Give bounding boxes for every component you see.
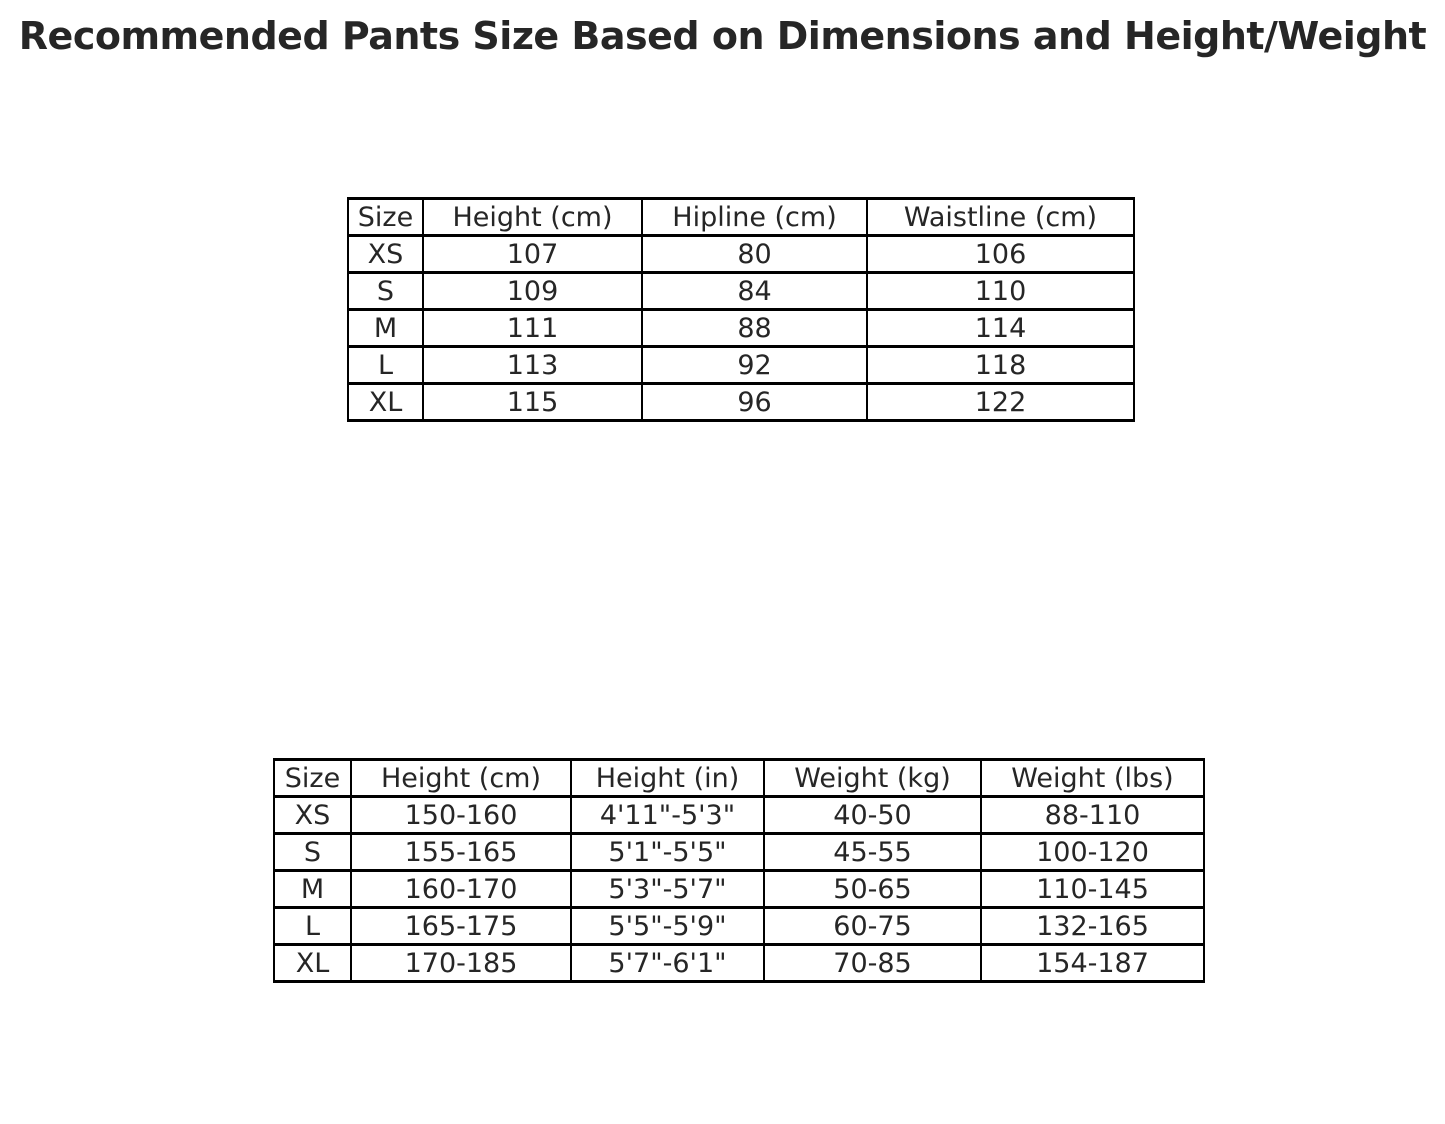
- table-cell: 107: [423, 236, 642, 273]
- column-header: Height (cm): [351, 760, 571, 797]
- table-cell: XL: [274, 945, 351, 982]
- table-cell: 84: [642, 273, 867, 310]
- table-row: [348, 347, 1134, 384]
- column-header: Height (cm): [423, 199, 642, 236]
- table-row: [274, 871, 1204, 908]
- table-cell: 111: [423, 310, 642, 347]
- column-header: Weight (kg): [764, 760, 981, 797]
- table-cell: 118: [867, 347, 1134, 384]
- table-cell: 50-65: [764, 871, 981, 908]
- table-cell: 88: [642, 310, 867, 347]
- table-cell: 122: [867, 384, 1134, 421]
- table-cell: 100-120: [981, 834, 1204, 871]
- table-cell: 40-50: [764, 797, 981, 834]
- table-cell: 114: [867, 310, 1134, 347]
- table-row: [274, 945, 1204, 982]
- table-cell: 70-85: [764, 945, 981, 982]
- table-cell: 165-175: [351, 908, 571, 945]
- table-cell: 5'7"-6'1": [571, 945, 764, 982]
- table-cell: L: [348, 347, 423, 384]
- table-cell: 60-75: [764, 908, 981, 945]
- column-header: Size: [348, 199, 423, 236]
- table-cell: 88-110: [981, 797, 1204, 834]
- table-cell: M: [348, 310, 423, 347]
- table-cell: XL: [348, 384, 423, 421]
- column-header: Size: [274, 760, 351, 797]
- table-cell: 45-55: [764, 834, 981, 871]
- column-header: Hipline (cm): [642, 199, 867, 236]
- table-cell: S: [348, 273, 423, 310]
- table-cell: 150-160: [351, 797, 571, 834]
- table-cell: S: [274, 834, 351, 871]
- table-cell: 92: [642, 347, 867, 384]
- header-row: [274, 760, 1204, 797]
- header-row: [348, 199, 1134, 236]
- table-row: [274, 908, 1204, 945]
- table-cell: 115: [423, 384, 642, 421]
- table-row: [348, 310, 1134, 347]
- table-cell: 155-165: [351, 834, 571, 871]
- table-cell: 5'1"-5'5": [571, 834, 764, 871]
- table-cell: 80: [642, 236, 867, 273]
- table-row: [348, 384, 1134, 421]
- table-cell: 5'3"-5'7": [571, 871, 764, 908]
- column-header: Waistline (cm): [867, 199, 1134, 236]
- column-header: Height (in): [571, 760, 764, 797]
- table-cell: 109: [423, 273, 642, 310]
- table-cell: 110: [867, 273, 1134, 310]
- table-cell: 154-187: [981, 945, 1204, 982]
- table-cell: 4'11"-5'3": [571, 797, 764, 834]
- table-row: [274, 797, 1204, 834]
- table-cell: 96: [642, 384, 867, 421]
- table-row: [274, 834, 1204, 871]
- table-row: [348, 273, 1134, 310]
- table-cell: 132-165: [981, 908, 1204, 945]
- table-cell: 170-185: [351, 945, 571, 982]
- height-weight-table: [273, 758, 1205, 983]
- table-row: [348, 236, 1134, 273]
- table-cell: XS: [348, 236, 423, 273]
- table-cell: 5'5"-5'9": [571, 908, 764, 945]
- column-header: Weight (lbs): [981, 760, 1204, 797]
- pants-dimensions-table: [347, 197, 1135, 422]
- table-cell: XS: [274, 797, 351, 834]
- table-cell: 160-170: [351, 871, 571, 908]
- table-cell: 106: [867, 236, 1134, 273]
- table-cell: M: [274, 871, 351, 908]
- figure-title: Recommended Pants Size Based on Dimensions and Height/Weight: [18, 14, 1427, 58]
- table-cell: 110-145: [981, 871, 1204, 908]
- table-cell: L: [274, 908, 351, 945]
- table-cell: 113: [423, 347, 642, 384]
